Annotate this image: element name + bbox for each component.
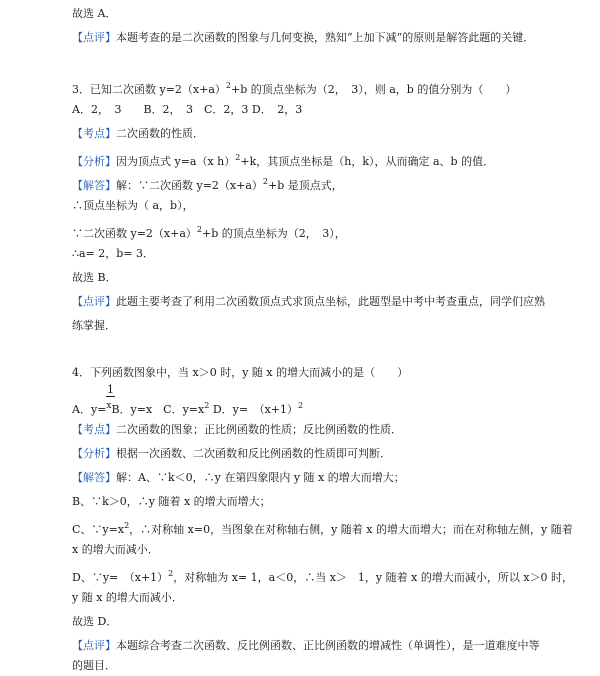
fenxi-text: 因为顶点式 y=a（x h） xyxy=(116,155,236,168)
c-line-text: C、∵y=x xyxy=(72,523,125,536)
step2-exponent: 2 xyxy=(196,225,202,234)
option-a-text: A．y= xyxy=(72,403,107,416)
jieda-tag: 【解答】 xyxy=(72,471,116,484)
q3-fenxi xyxy=(72,151,494,169)
option-b-text: B．y=x C．y=x xyxy=(111,403,205,416)
q4-options xyxy=(72,399,303,417)
review-tag: 【点评】 xyxy=(72,639,116,652)
q4-stem: 4．下列函数图象中，当 x＞0 时，y 随 x 的增大而减小的是（ ） xyxy=(72,366,409,379)
q3-step3: ∴a= 2，b= 3． xyxy=(72,247,155,260)
fenxi-tag: 【分析】 xyxy=(72,155,116,168)
jieda-text: 解：∵二次函数 y=2（x+a） xyxy=(116,179,263,192)
jieda-text: 解：A、∵k＜0，∴y 在第四象限内 y 随 x 的增大而增大； xyxy=(116,471,405,484)
q3-step2 xyxy=(72,223,346,241)
step2-text-2: +b 的顶点坐标为（2， 3）， xyxy=(202,227,346,240)
jieda-exponent: 2 xyxy=(262,177,268,186)
review-text: 本题考查的是二次函数的图象与几何变换，熟知“上加下减”的原则是解答此题的关键． xyxy=(116,31,535,44)
fraction-denominator: x xyxy=(106,401,112,411)
review-text: 此题主要考查了利用二次函数顶点式求顶点坐标，此题型是中考中考查重点，同学们应熟 xyxy=(116,295,545,308)
q3-review xyxy=(72,295,545,309)
option-d-text: D．y= （x+1） xyxy=(209,403,298,416)
q3-answer: 故选 B． xyxy=(72,271,117,284)
review-tag: 【点评】 xyxy=(72,295,116,308)
review-tag: 【点评】 xyxy=(72,31,116,44)
prev-review xyxy=(72,31,534,45)
kaodian-tag: 【考点】 xyxy=(72,423,116,436)
fenxi-exponent: 2 xyxy=(235,153,241,162)
q4-answer: 故选 D． xyxy=(72,615,118,628)
fraction-bar xyxy=(106,396,115,397)
q3-stem-text: 3．已知二次函数 y=2（x+a） xyxy=(72,83,226,96)
q3-step1: ∴顶点坐标为（ a，b）， xyxy=(72,199,194,212)
fraction-numerator: 1 xyxy=(107,383,114,396)
d-line-exponent: 2 xyxy=(168,569,174,578)
fenxi-text: 根据一次函数、二次函数和反比例函数的性质即可判断． xyxy=(116,447,391,460)
step2-text: ∵二次函数 y=2（x+a） xyxy=(72,227,197,240)
kaodian-text: 二次函数的图象；正比例函数的性质；反比例函数的性质． xyxy=(116,423,402,436)
c-line-exponent: 2 xyxy=(124,521,130,530)
q4-c-line2: x 的增大而减小． xyxy=(72,543,159,556)
q4-d-line2: y 随 x 的增大而减小． xyxy=(72,591,183,604)
d-line-text: D、∵y= （x+1） xyxy=(72,571,169,584)
option-d-exponent: 2 xyxy=(298,401,304,410)
d-line-text-2: ，对称轴为 x= 1，a＜0，∴当 x＞ 1，y 随着 x 的增大而减小，所以 x＞0 时， xyxy=(173,571,574,584)
jieda-text-2: +b 是顶点式， xyxy=(268,179,343,192)
fenxi-tag: 【分析】 xyxy=(72,447,116,460)
q3-stem xyxy=(72,79,516,97)
fenxi-text-2: +k，其顶点坐标是（h，k），从而确定 a、b 的值． xyxy=(240,155,495,168)
q3-stem-exponent: 2 xyxy=(225,81,231,90)
c-line-text-2: ，∴对称轴 x=0，当图象在对称轴右侧，y 随着 x 的增大而增大；而在对称轴左侧，y 随着 xyxy=(129,523,573,536)
q4-jieda xyxy=(72,471,405,485)
q4-review-cont: 的题目． xyxy=(72,659,116,672)
q4-kaodian xyxy=(72,423,402,437)
q4-review xyxy=(72,639,540,653)
q3-kaodian xyxy=(72,127,204,141)
review-text: 本题综合考查二次函数、反比例函数、正比例函数的增减性（单调性），是一道难度中等 xyxy=(116,639,540,652)
q4-d-line xyxy=(72,567,573,585)
kaodian-text: 二次函数的性质． xyxy=(116,127,204,140)
jieda-tag: 【解答】 xyxy=(72,179,116,192)
option-c-exponent: 2 xyxy=(204,401,210,410)
q3-review-cont: 练掌握． xyxy=(72,319,116,332)
q3-options: A．2， 3 B．2， 3 C．2，3 D． 2，3 xyxy=(72,103,303,116)
q3-jieda xyxy=(72,175,343,193)
kaodian-tag: 【考点】 xyxy=(72,127,116,140)
q4-c-line xyxy=(72,519,573,537)
q4-b-line: B、∵k＞0，∴y 随着 x 的增大而增大； xyxy=(72,495,271,508)
q3-stem-text-2: +b 的顶点坐标为（2， 3），则 a，b 的值分别为（ ） xyxy=(231,83,517,96)
q4-fenxi xyxy=(72,447,391,461)
prev-answer: 故选 A． xyxy=(72,7,117,20)
